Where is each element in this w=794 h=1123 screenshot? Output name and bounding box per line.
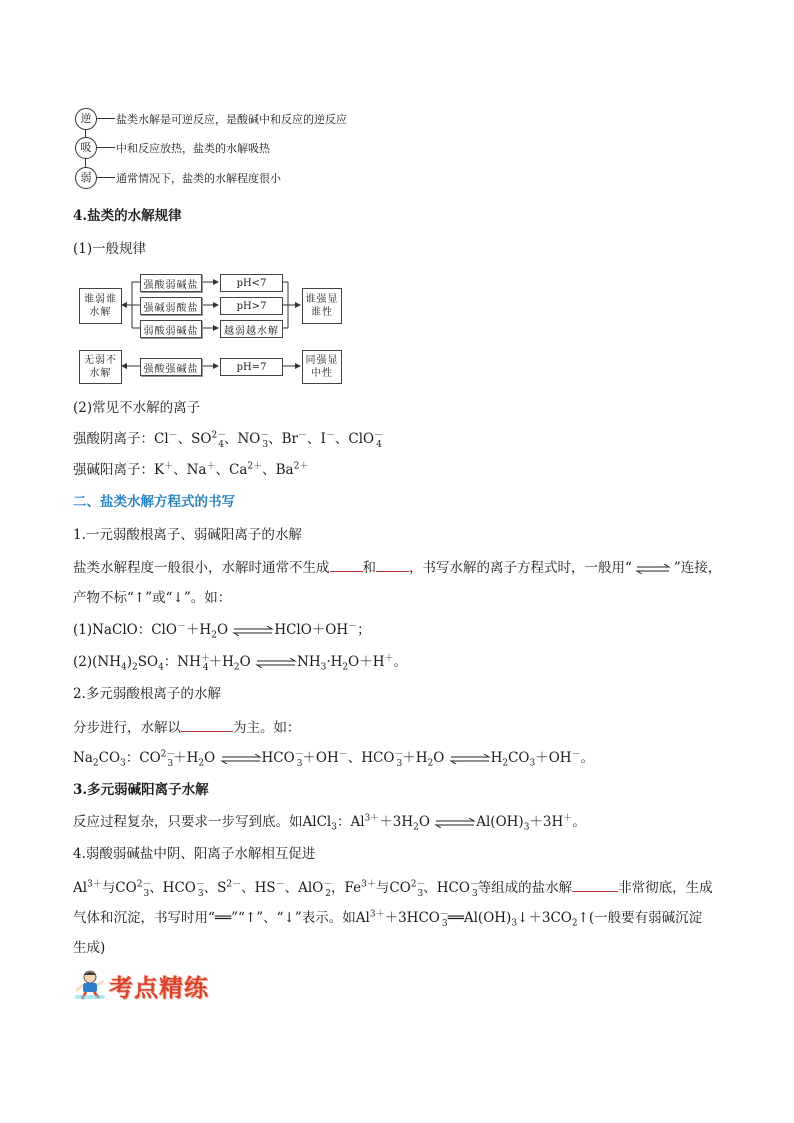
box-ph-lt-7: pH<7: [220, 274, 283, 292]
p1-text: ”连接，: [673, 560, 722, 576]
p1-text: 和: [362, 560, 376, 576]
box-weak-acid-weak-base: 弱酸弱碱盐: [140, 320, 202, 338]
reversible-arrow-icon: [434, 818, 476, 828]
reversible-arrow-icon: [255, 658, 297, 668]
box-ph-eq-7: pH=7: [220, 358, 283, 376]
equation-nh4so4: $(2)(NH_4)_2SO_4$：$NH^+_4+H_2O$ $NH_3\cdot H_2O+H^+$。: [73, 653, 408, 673]
reversible-arrow-icon: [232, 626, 274, 636]
circle-ni-text: 盐类水解是可逆反应，是酸碱中和反应的逆反应: [116, 113, 347, 126]
section2-title: 二、盐类水解方程式的书写: [73, 494, 235, 510]
anions-label: 强酸阴离子：: [73, 431, 154, 447]
section2-h3: 3.多元弱碱阳离子水解: [73, 782, 209, 798]
section2-h2: 2.多元弱酸根离子的水解: [73, 686, 221, 702]
box-strong-acid-strong-base: 强酸强碱盐: [140, 358, 202, 376]
section2-p3: 反应过程复杂，只要求一步写到底。如AlCl$_3$：$Al^{3+}+3H_2O$ $Al(OH)_3+3H^+$。: [73, 813, 586, 833]
mascot-icon: [73, 968, 107, 1000]
p2-text: 分步进行，水解以: [73, 720, 181, 736]
equation-na3co3: $Na_2CO_3$：$CO^{2-}_3+H_2O$ $HCO^-_3+OH^-$、$HCO^-_3+H_2O$ $H_2CO_3+OH^-$。: [73, 749, 595, 769]
box-weaker-more-hydrolysis: 越弱越水解: [220, 320, 283, 338]
box-line: 谁性: [311, 307, 333, 318]
box-no-weak-no-hydrolysis: [79, 350, 122, 384]
section2-h1: 1.一元弱酸根离子、弱碱阳离子的水解: [73, 527, 302, 543]
section2-h4: 4.弱酸弱碱盐中阴、阳离子水解相互促进: [73, 846, 316, 862]
section2-p2: [73, 717, 301, 737]
eq1-label: (1)NaClO：: [73, 622, 152, 638]
circle-xi: 吸: [75, 137, 97, 159]
reversible-arrow-icon: [220, 754, 262, 764]
box-line: 水解: [89, 307, 112, 318]
reversible-arrow-icon: [449, 754, 491, 764]
section2-p1-line1: [73, 557, 721, 577]
strong-base-cations: 强碱阳离子：K＋、Na＋、$Ca^{2+}$、$Ba^{2+}$: [73, 461, 309, 478]
blank-2[interactable]: [376, 557, 409, 572]
circle-ni: 逆: [75, 108, 97, 130]
eq2-label: (2)(NH: [73, 654, 121, 670]
flow-connectors: [0, 0, 794, 400]
equation-naclo: (1)NaClO：$ClO^-+H_2O$ HClO＋OH－；: [73, 621, 371, 641]
cations-label: 强碱阳离子：: [73, 462, 154, 478]
box-line: 谁强显: [305, 294, 339, 305]
section2-p4-line3: 生成): [73, 940, 106, 956]
box-line: 水解: [89, 368, 112, 379]
blank-3[interactable]: [181, 717, 233, 732]
box-strong-base-weak-acid: 强碱弱酸盐: [140, 297, 202, 315]
reversible-arrow-icon: [632, 564, 674, 574]
p1-text: 盐类水解程度一般很小，水解时通常不生成: [73, 560, 330, 576]
box-line: 同强显: [305, 355, 339, 366]
strong-acid-anions: 强酸阴离子：Cl－、$SO^{2-}_4$、$NO^-_3$、Br－、I－、ClO－$_4$: [73, 430, 384, 450]
section2-p1-line2: 产物不标“↑”或“↓”。如：: [73, 590, 232, 606]
box-line: 谁弱谁: [84, 294, 117, 305]
p2-text: 为主。如：: [233, 720, 301, 736]
p4-text: 气体和沉淀，书写时用“══”“↑”、“↓”表示。如Al: [73, 910, 370, 926]
box-both-strong-neutral: [302, 350, 342, 384]
circle-ruo-text: 通常情况下，盐类的水解程度很小: [116, 172, 281, 185]
section4-title: 4.盐类的水解规律: [73, 208, 182, 224]
blank-1[interactable]: [330, 557, 363, 572]
box-line: 无弱不: [84, 355, 117, 366]
section2-p4-line1: $Al^{3+}$与$CO^{2-}_3$、$HCO^-_3$、$S^{2-}$、HS－、AlO－$_2$，$Fe^{3+}$与$CO^{2-}_3$、$HCO^-_3$等组成的盐水解 非常彻底，生成: [73, 877, 713, 897]
p3-text: 反应过程复杂，只要求一步写到底。如AlCl: [73, 814, 332, 830]
p1-text: ，书写水解的离子方程式时，一般用“: [409, 560, 632, 576]
section4-sub2: (2)常见不水解的离子: [73, 400, 201, 416]
box-stronger-shows-nature: [302, 288, 342, 324]
circle-xi-text: 中和反应放热，盐类的水解吸热: [116, 142, 270, 155]
circle-ruo: 弱: [75, 167, 97, 189]
box-ph-gt-7: pH>7: [220, 297, 283, 315]
section2-p4-line2: 气体和沉淀，书写时用“══”“↑”、“↓”表示。如$Al^{3+}+3HCO^-_3══Al(OH)_3↓+3CO_2↑$(一般要有弱碱沉淀: [73, 909, 703, 929]
p4-text: 非常彻底，生成: [618, 880, 713, 896]
box-line: 中性: [311, 368, 333, 379]
section4-sub1: (1)一般规律: [73, 241, 147, 257]
p4-text: 等组成的盐水解: [477, 880, 573, 896]
practice-heading: 考点精练: [109, 974, 209, 1002]
box-weak-hydrolyzes: [79, 288, 122, 324]
blank-4[interactable]: [572, 877, 618, 892]
box-strong-acid-weak-base: 强酸弱碱盐: [140, 274, 202, 292]
